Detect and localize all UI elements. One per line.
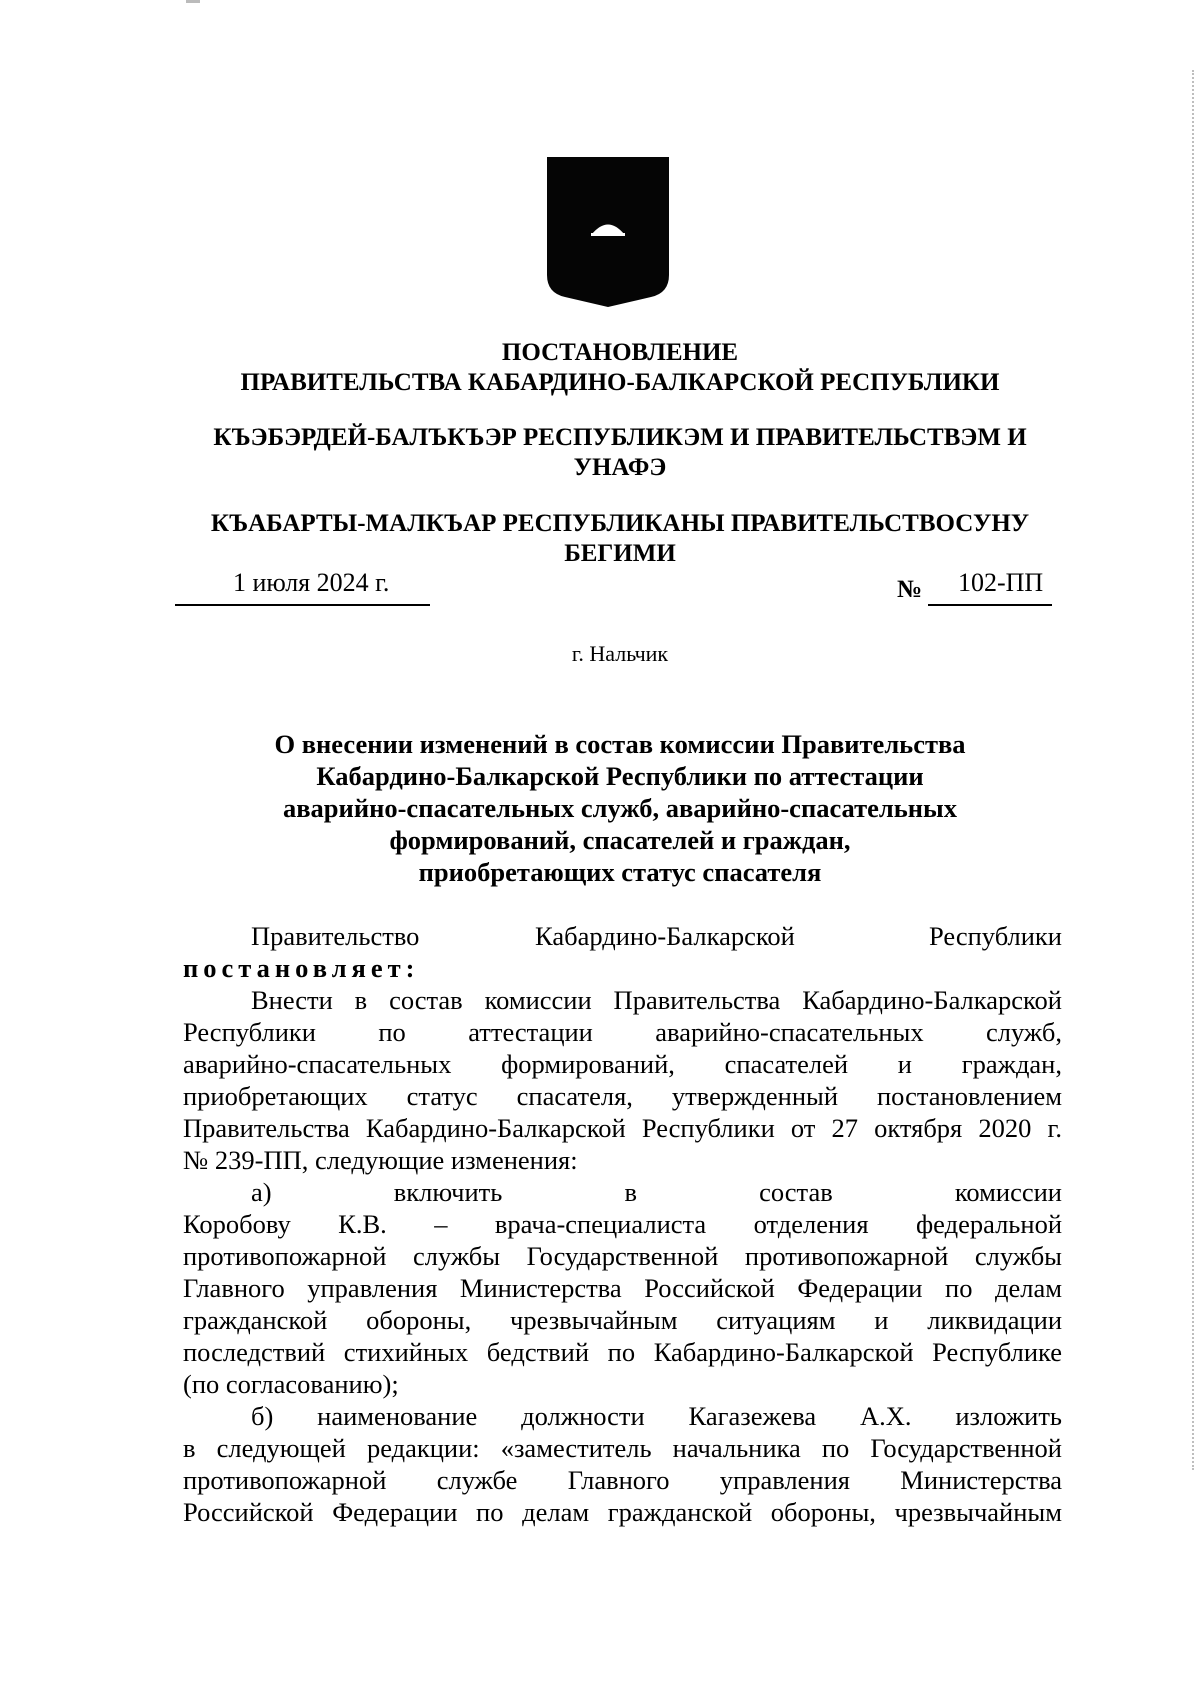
resolves-word: постановляет:	[183, 953, 420, 983]
intro-line: приобретающих статус спасателя, утвержденный постановлением	[183, 1081, 1062, 1111]
item-b-line: б) наименование должности Кагазежева А.Х. изложить	[251, 1401, 1062, 1431]
decree-heading: О внесении изменений в состав комиссии Правительства Кабардино-Балкарской Республики по аттестации аварийно-спасательных служб, аварийно-спасательных формирований, спасателей и граждан, приобретающих статус спасателя	[274, 729, 966, 887]
item-a-line: Коробову К.В. – врача-специалиста отделения федеральной	[183, 1209, 1062, 1239]
issuer-title-kabardian: КЪЭБЭРДЕЙ-БАЛЪКЪЭР РЕСПУБЛИКЭМ И ПРАВИТЕЛЬСТВЭМ И УНАФЭ	[213, 424, 1027, 481]
intro-line: Правительства Кабардино-Балкарской Республики от 27 октября 2020 г.	[183, 1113, 1062, 1143]
document-title-block	[180, 338, 1060, 398]
scan-edge-line	[1192, 70, 1194, 1470]
intro-line: аварийно-спасательных формирований, спасателей и граждан,	[183, 1049, 1062, 1079]
decree-date-field	[175, 568, 430, 606]
item-b-line: противопожарной службе Главного управления Министерства	[183, 1465, 1062, 1495]
intro-line: Республики по аттестации аварийно-спасательных служб,	[183, 1017, 1062, 1047]
item-a-line: противопожарной службы Государственной противопожарной службы	[183, 1241, 1062, 1271]
decree-date: 1 июля 2024 г.	[233, 568, 390, 597]
coat-of-arms-emblem	[547, 157, 669, 307]
number-label: №	[897, 576, 923, 603]
item-b-line: в следующей редакции: «заместитель начальника по Государственной	[183, 1433, 1062, 1463]
decree-number: 102-ПП	[958, 568, 1044, 597]
decree-body	[183, 920, 1062, 1528]
scan-artifact-mark	[186, 0, 200, 3]
intro-line: Внести в состав комиссии Правительства Кабардино-Балкарской	[251, 985, 1062, 1015]
issuer-title-russian: ПРАВИТЕЛЬСТВА КАБАРДИНО-БАЛКАРСКОЙ РЕСПУБЛИКИ	[240, 369, 1000, 396]
preamble-line: Правительство Кабардино-Балкарской Республики	[251, 921, 1062, 951]
item-a-line: а) включить в состав комиссии	[251, 1177, 1062, 1207]
decree-number-field	[928, 568, 1052, 606]
document-type-title: ПОСТАНОВЛЕНИЕ	[501, 339, 739, 366]
place-of-issue: г. Нальчик	[571, 641, 669, 666]
item-a-line: последствий стихийных бедствий по Кабардино-Балкарской Республике	[183, 1337, 1062, 1367]
item-a-line: Главного управления Министерства Российской Федерации по делам	[183, 1273, 1062, 1303]
item-a-line: (по согласованию);	[183, 1369, 399, 1399]
intro-line: № 239-ПП, следующие изменения:	[183, 1145, 578, 1175]
item-a-line: гражданской обороны, чрезвычайным ситуациям и ликвидации	[183, 1305, 1062, 1335]
issuer-title-balkar: КЪАБАРТЫ-МАЛКЪАР РЕСПУБЛИКАНЫ ПРАВИТЕЛЬСТВОСУНУ БЕГИМИ	[210, 510, 1030, 567]
item-b-line: Российской Федерации по делам гражданской обороны, чрезвычайным	[183, 1497, 1062, 1527]
